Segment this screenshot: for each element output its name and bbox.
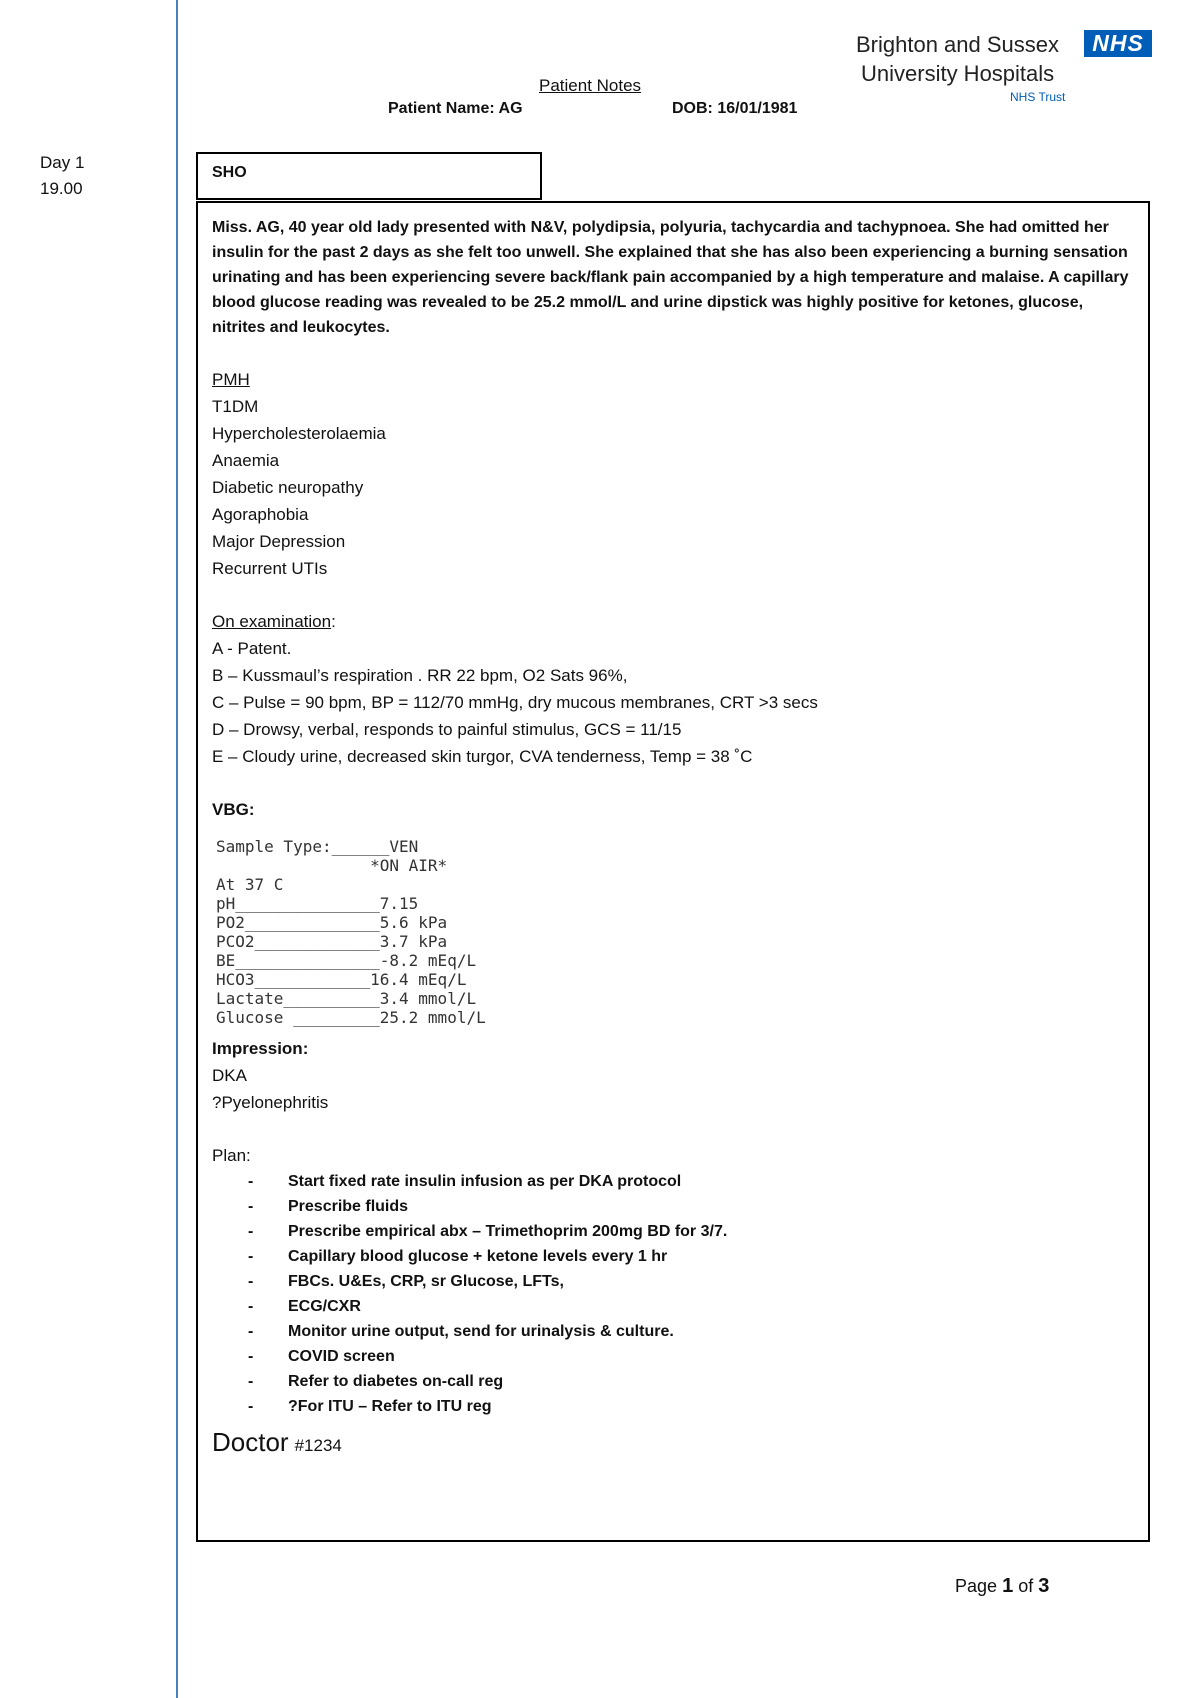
- trust-logo: [856, 30, 1156, 110]
- plan-item: - Prescribe empirical abx – Trimethoprim 200mg BD for 3/7.: [212, 1219, 1132, 1244]
- signature: [212, 1427, 1132, 1458]
- vbg-row: At 37 C: [216, 875, 284, 894]
- vbg-row: pH_______________7.15: [216, 894, 419, 913]
- plan-item: - Start fixed rate insulin infusion as per DKA protocol: [212, 1169, 1132, 1194]
- logo-line-1: Brighton and Sussex: [856, 32, 1060, 57]
- logo-line-2: University Hospitals: [861, 61, 1055, 86]
- page-number: [955, 1575, 1049, 1598]
- notes-content: [212, 215, 1132, 1458]
- plan-item: - Refer to diabetes on-call reg: [212, 1369, 1132, 1394]
- plan-item-text: Prescribe fluids: [288, 1198, 409, 1215]
- role-box: [196, 152, 542, 200]
- exam-line-e: E – Cloudy urine, decreased skin turgor, CVA tenderness, Temp = 38 ˚C: [212, 747, 753, 766]
- vbg-row: HCO3____________16.4 mEq/L: [216, 970, 467, 989]
- vbg-row: *ON AIR*: [216, 856, 448, 875]
- patient-dob: DOB: 16/01/1981: [672, 100, 798, 117]
- margin-line: [176, 0, 178, 1698]
- exam-heading-colon: :: [331, 612, 336, 631]
- presentation-text: Miss. AG, 40 year old lady presented with N&V, polydipsia, polyuria, tachycardia and tachypnoea. She had omitted her insulin for the past 2 days as she felt too unwell. She explained that she has also been experiencing a burning sensation urinating and has been experiencing severe back/flank pain accompanied by a high temperature and malaise. A capillary blood glucose reading was revealed to be 25.2 mmol/L and urine dipstick was highly positive for ketones, glucose, nitrites and leukocytes.: [212, 219, 1129, 336]
- pmh-item: Recurrent UTIs: [212, 559, 328, 578]
- plan-item: - FBCs. U&Es, CRP, sr Glucose, LFTs,: [212, 1269, 1132, 1294]
- role-label: SHO: [212, 164, 247, 181]
- page-current: 1: [1002, 1575, 1014, 1597]
- day-label: Day 1: [40, 153, 85, 172]
- exam-line-d: D – Drowsy, verbal, responds to painful stimulus, GCS = 11/15: [212, 720, 682, 739]
- signature-id: #1234: [294, 1436, 342, 1455]
- pmh-section: [212, 366, 1132, 582]
- pmh-heading: PMH: [212, 370, 250, 389]
- logo-trust: NHS Trust: [1010, 90, 1066, 104]
- plan-item-text: Refer to diabetes on-call reg: [288, 1373, 504, 1390]
- vbg-row: Lactate__________3.4 mmol/L: [216, 989, 477, 1008]
- nhs-logo-box: NHS: [1084, 30, 1152, 57]
- patient-name: Patient Name: AG: [388, 100, 523, 117]
- vbg-printout: [216, 837, 1132, 1027]
- plan-item-text: FBCs. U&Es, CRP, sr Glucose, LFTs,: [288, 1273, 564, 1290]
- pmh-item: Major Depression: [212, 532, 346, 551]
- plan-item: - ?For ITU – Refer to ITU reg: [212, 1394, 1132, 1419]
- impression-section: [212, 1035, 1132, 1116]
- plan-item-text: Prescribe empirical abx – Trimethoprim 200mg BD for 3/7.: [288, 1223, 728, 1240]
- impression-item: DKA: [212, 1066, 247, 1085]
- plan-item-text: Start fixed rate insulin infusion as per DKA protocol: [288, 1173, 682, 1190]
- page-prefix: Page: [955, 1576, 998, 1596]
- plan-item: - ECG/CXR: [212, 1294, 1132, 1319]
- exam-line-b: B – Kussmaul’s respiration . RR 22 bpm, O2 Sats 96%,: [212, 666, 628, 685]
- vbg-row: Sample Type:______VEN: [216, 837, 419, 856]
- exam-heading-line: [212, 608, 1132, 635]
- plan-item-text: ECG/CXR: [288, 1298, 361, 1315]
- vbg-heading: VBG:: [212, 800, 255, 819]
- signature-name: Doctor: [212, 1427, 289, 1457]
- impression-heading: Impression:: [212, 1039, 309, 1058]
- plan-item-text: COVID screen: [288, 1348, 395, 1365]
- plan-item: - COVID screen: [212, 1344, 1132, 1369]
- exam-heading: On examination: [212, 612, 332, 631]
- notes-box: [196, 201, 1150, 1542]
- plan-section: [212, 1142, 1132, 1419]
- plan-item-text: Capillary blood glucose + ketone levels every 1 hr: [288, 1248, 668, 1265]
- plan-heading: Plan:: [212, 1146, 251, 1165]
- vbg-row: BE_______________-8.2 mEq/L: [216, 951, 477, 970]
- vbg-row: PO2______________5.6 kPa: [216, 913, 448, 932]
- page-of: of: [1018, 1576, 1034, 1596]
- plan-item-text: Monitor urine output, send for urinalysis & culture.: [288, 1323, 674, 1340]
- page-title: Patient Notes: [539, 76, 642, 95]
- vbg-section: [212, 796, 1132, 1027]
- page-total: 3: [1038, 1575, 1050, 1597]
- plan-item: - Capillary blood glucose + ketone levels every 1 hr: [212, 1244, 1132, 1269]
- pmh-item: Anaemia: [212, 451, 280, 470]
- vbg-row: Glucose _________25.2 mmol/L: [216, 1008, 486, 1027]
- exam-line-a: A - Patent.: [212, 639, 292, 658]
- exam-line-c: C – Pulse = 90 bpm, BP = 112/70 mmHg, dry mucous membranes, CRT >3 secs: [212, 693, 818, 712]
- time-label: 19.00: [40, 179, 83, 198]
- pmh-item: Agoraphobia: [212, 505, 309, 524]
- plan-item: - Prescribe fluids: [212, 1194, 1132, 1219]
- plan-item-text: ?For ITU – Refer to ITU reg: [288, 1398, 492, 1415]
- pmh-item: Hypercholesterolaemia: [212, 424, 386, 443]
- plan-item: - Monitor urine output, send for urinalysis & culture.: [212, 1319, 1132, 1344]
- vbg-row: PCO2_____________3.7 kPa: [216, 932, 448, 951]
- exam-section: [212, 608, 1132, 770]
- pmh-item: T1DM: [212, 397, 259, 416]
- impression-item: ?Pyelonephritis: [212, 1093, 329, 1112]
- pmh-item: Diabetic neuropathy: [212, 478, 364, 497]
